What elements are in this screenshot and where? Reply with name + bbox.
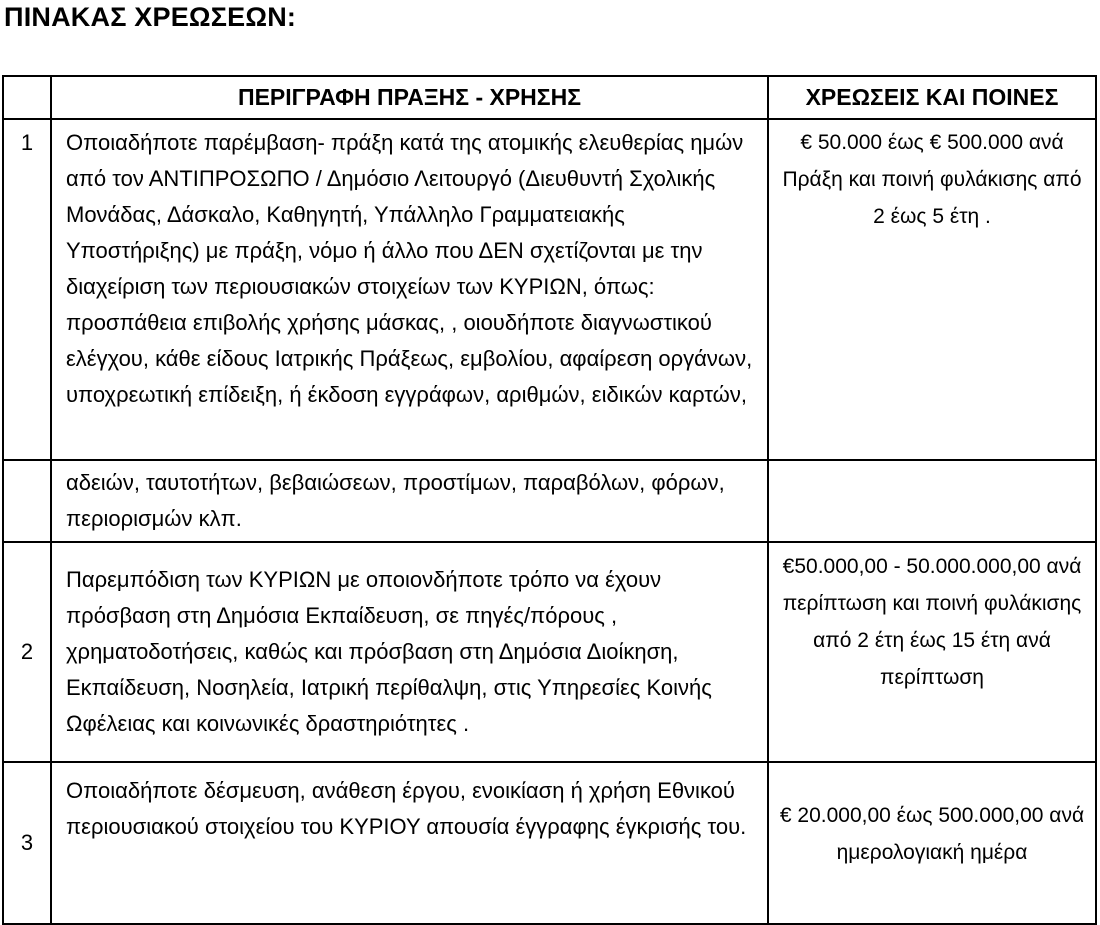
penalty-cell: €50.000,00 - 50.000.000,00 ανά περίπτωση και ποινή φυλάκισης από 2 έτη έως 15 έτη ανά περίπτωση (768, 542, 1096, 762)
table-row (3, 460, 1096, 542)
penalty-cell (768, 460, 1096, 542)
description-cell: Οποιαδήποτε παρέμβαση- πράξη κατά της ατομικής ελευθερίας ημών από τον ΑΝΤΙΠΡΟΣΩΠΟ / Δημόσιο Λειτουργό (Διευθυντή Σχολικής Μονάδας, Δάσκαλο, Καθηγητή, Υπάλληλο Γραμματειακής Υποστήριξης) με πράξη, νόμο ή άλλο που ΔΕΝ σχετίζονται με την διαχείριση των περιουσιακών στοιχείων των ΚΥΡΙΩΝ, όπως: προσπάθεια επιβολής χρήσης μάσκας, , οιουδήποτε διαγνωστικού ελέγχου, κάθε είδους Ιατρικής Πράξεως, εμβολίου, αφαίρεση οργάνων, υποχρεωτική επίδειξη, ή έκδοση εγγράφων, αριθμών, ειδικών καρτών, (51, 119, 768, 460)
charges-table (2, 75, 1097, 925)
header-cell-empty (3, 76, 51, 119)
description-cell: αδειών, ταυτοτήτων, βεβαιώσεων, προστίμων, παραβόλων, φόρων, περιορισμών κλπ. (51, 460, 768, 542)
description-cell: Παρεμπόδιση των ΚΥΡΙΩΝ με οποιονδήποτε τρόπο να έχουν πρόσβαση στη Δημόσια Εκπαίδευση, σε πηγές/πόρους , χρηματοδοτήσεις, καθώς και πρόσβαση στη Δημόσια Διοίκηση, Εκπαίδευση, Νοσηλεία, Ιατρική περίθαλψη, στις Υπηρεσίες Κοινής Ωφέλειας και κοινωνικές δραστηριότητες . (51, 542, 768, 762)
penalty-cell: € 50.000 έως € 500.000 ανά Πράξη και ποινή φυλάκισης από 2 έως 5 έτη . (768, 119, 1096, 460)
table-row (3, 119, 1096, 460)
row-number-cell (3, 460, 51, 542)
table-row (3, 762, 1096, 924)
header-cell-penalties: ΧΡΕΩΣΕΙΣ ΚΑΙ ΠΟΙΝΕΣ (768, 76, 1096, 119)
penalty-cell: € 20.000,00 έως 500.000,00 ανά ημερολογιακή ημέρα (768, 762, 1096, 924)
page-title: ΠΙΝΑΚΑΣ ΧΡΕΩΣΕΩΝ: (4, 2, 297, 32)
description-cell: Οποιαδήποτε δέσμευση, ανάθεση έργου, ενοικίαση ή χρήση Εθνικού περιουσιακού στοιχείου του ΚΥΡΙΟΥ απουσία έγγραφης έγκρισής του. (51, 762, 768, 924)
row-number-cell: 2 (3, 542, 51, 762)
header-cell-description: ΠΕΡΙΓΡΑΦΗ ΠΡΑΞΗΣ - ΧΡΗΣΗΣ (51, 76, 768, 119)
row-number-cell: 3 (3, 762, 51, 924)
row-number-cell: 1 (3, 119, 51, 460)
table-header-row (3, 76, 1096, 119)
table-row (3, 542, 1096, 762)
